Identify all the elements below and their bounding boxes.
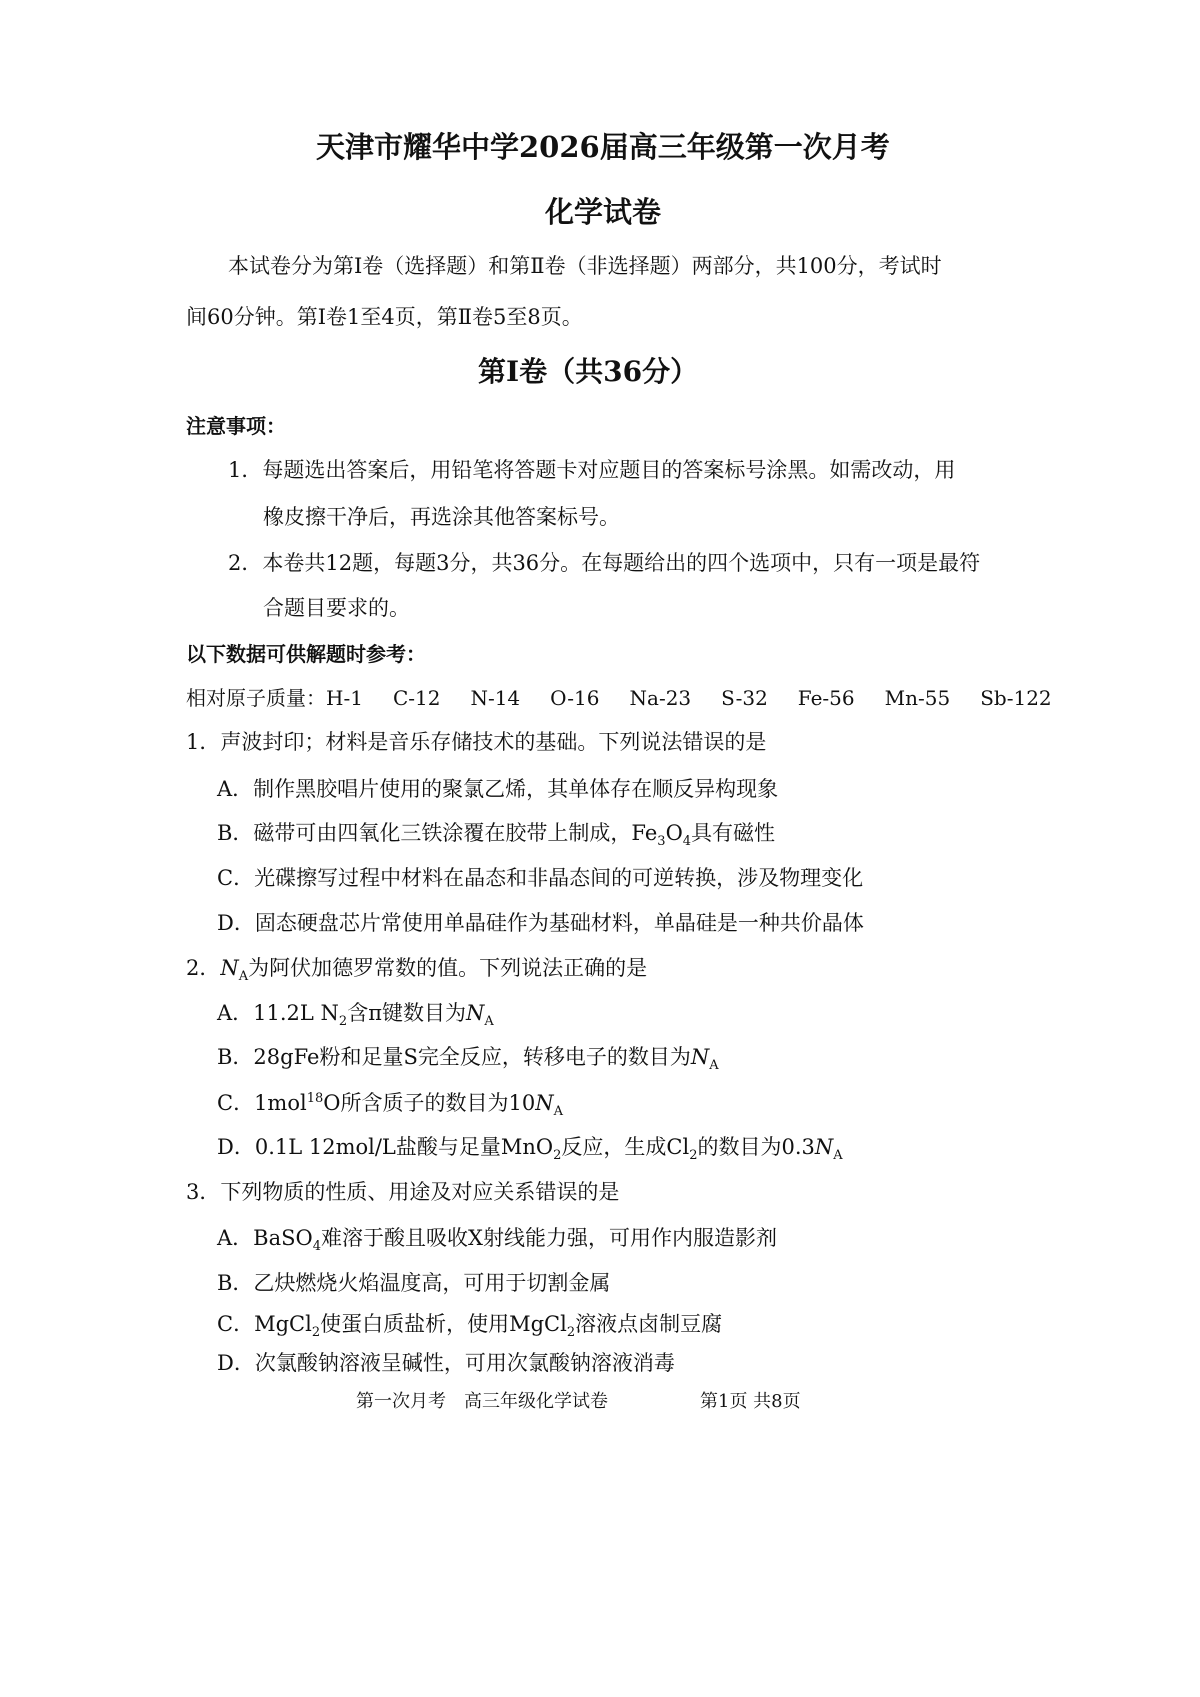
question-3-option-c xyxy=(217,1314,722,1339)
question-1-option-d: D．固态硬盘芯片常使用单晶硅作为基础材料，单晶硅是一种共价晶体 xyxy=(217,911,864,935)
atomic-label: 相对原子质量： xyxy=(186,686,326,710)
q2-d-sub-2: 2 xyxy=(689,1148,698,1164)
q3-a-post: 难溶于酸且吸收X射线能力强，可用作内服造影剂 xyxy=(321,1226,777,1250)
section-1-title: 第Ⅰ卷（共36分） xyxy=(478,355,699,388)
question-2-option-b xyxy=(217,1047,719,1072)
notes-heading: 注意事项： xyxy=(186,414,286,438)
atomic-mass-mn: Mn-55 xyxy=(884,686,951,710)
q2-a-na-sub: A xyxy=(484,1014,494,1030)
note-2-line-1: 2．本卷共12题，每题3分，共36分。在每题给出的四个选项中，只有一项是最符 xyxy=(228,551,981,575)
q3-a-pre: A．BaSO xyxy=(217,1226,313,1250)
atomic-mass-fe: Fe-56 xyxy=(797,686,855,710)
q2-c-mid: O所含质子的数目为10 xyxy=(323,1091,536,1115)
q2-stem-na-sub: A xyxy=(238,969,249,985)
note-1-line-2: 橡皮擦干净后，再选涂其他答案标号。 xyxy=(263,505,620,529)
q2-stem-post: 为阿伏加德罗常数的值。下列说法正确的是 xyxy=(248,956,648,980)
q1-b-mid: O xyxy=(665,821,683,845)
q2-a-mid: 含π键数目为 xyxy=(347,1001,467,1025)
q3-c-mid: 使蛋白质盐析，使用MgCl xyxy=(320,1312,567,1336)
exam-title: 天津市耀华中学2026届高三年级第一次月考 xyxy=(316,130,890,164)
reference-heading: 以下数据可供解题时参考： xyxy=(186,642,426,666)
q2-a-pre: A．11.2L N xyxy=(217,1001,339,1025)
exam-subject: 化学试卷 xyxy=(545,195,662,229)
question-1-option-c: C．光碟擦写过程中材料在晶态和非晶态间的可逆转换，涉及物理变化 xyxy=(217,866,864,890)
question-3-option-a xyxy=(217,1228,777,1253)
q2-a-na: N xyxy=(466,1001,485,1025)
q2-d-sub-1: 2 xyxy=(553,1148,562,1164)
intro-line-1: 本试卷分为第Ⅰ卷（选择题）和第Ⅱ卷（非选择题）两部分，共100分，考试时 xyxy=(228,254,942,278)
question-1-stem: 1．声波封印；材料是音乐存储技术的基础。下列说法错误的是 xyxy=(186,730,767,754)
question-2-option-a xyxy=(217,1003,494,1028)
q2-b-pre: B．28gFe粉和足量S完全反应，转移电子的数目为 xyxy=(217,1045,691,1069)
q3-c-post: 溶液点卤制豆腐 xyxy=(575,1312,723,1336)
atomic-mass-c: C-12 xyxy=(392,686,441,710)
q2-b-na: N xyxy=(690,1045,710,1069)
q1-b-post: 具有磁性 xyxy=(691,821,776,845)
question-1-option-a: A．制作黑胶唱片使用的聚氯乙烯，其单体存在顺反异构现象 xyxy=(217,777,779,801)
q2-b-na-sub: A xyxy=(709,1058,719,1074)
question-3-option-b: B．乙炔燃烧火焰温度高，可用于切割金属 xyxy=(217,1271,611,1295)
q2-c-pre: C．1mol xyxy=(217,1091,307,1115)
q2-stem-pre: 2． xyxy=(186,956,221,980)
q3-c-pre: C．MgCl xyxy=(217,1312,312,1336)
q2-a-sub: 2 xyxy=(338,1014,348,1030)
q2-d-post: 的数目为0.3 xyxy=(697,1135,815,1159)
note-1-line-1: 1．每题选出答案后，用铅笔将答题卡对应题目的答案标号涂黑。如需改动，用 xyxy=(228,458,956,482)
question-2-option-d xyxy=(217,1137,843,1162)
note-2-line-2: 合题目要求的。 xyxy=(263,596,410,620)
atomic-masses-row xyxy=(186,688,1052,708)
atomic-mass-h: H-1 xyxy=(326,686,363,710)
atomic-mass-s: S-32 xyxy=(721,686,768,710)
q2-c-na: N xyxy=(535,1091,554,1115)
q2-d-na-sub: A xyxy=(833,1148,843,1164)
q3-a-sub: 4 xyxy=(312,1239,322,1255)
atomic-mass-na: Na-23 xyxy=(629,686,692,710)
q2-c-na-sub: A xyxy=(553,1104,563,1120)
question-3-stem: 3．下列物质的性质、用途及对应关系错误的是 xyxy=(186,1180,620,1204)
question-2-stem xyxy=(186,958,647,983)
footer-page-number: 第1页 共8页 xyxy=(700,1391,801,1412)
q1-b-sub-1: 3 xyxy=(657,834,666,850)
q2-d-na: N xyxy=(814,1135,834,1159)
q2-stem-na: N xyxy=(220,956,239,980)
q2-c-sup: 18 xyxy=(306,1091,324,1106)
q2-d-pre: D．0.1L 12mol/L盐酸与足量MnO xyxy=(217,1135,554,1159)
intro-line-2: 间60分钟。第Ⅰ卷1至4页，第Ⅱ卷5至8页。 xyxy=(186,305,583,329)
q1-b-pre: B．磁带可由四氧化三铁涂覆在胶带上制成，Fe xyxy=(217,821,658,845)
q3-c-sub-2: 2 xyxy=(566,1325,576,1341)
atomic-mass-o: O-16 xyxy=(550,686,600,710)
question-2-option-c xyxy=(217,1092,563,1118)
question-3-option-d: D．次氯酸钠溶液呈碱性，可用次氯酸钠溶液消毒 xyxy=(217,1351,675,1375)
q3-c-sub-1: 2 xyxy=(311,1325,321,1341)
question-1-option-b xyxy=(217,823,775,848)
q2-d-mid: 反应，生成Cl xyxy=(561,1135,690,1159)
atomic-mass-sb: Sb-122 xyxy=(980,686,1052,710)
atomic-mass-n: N-14 xyxy=(470,686,521,710)
footer-exam-name: 第一次月考 高三年级化学试卷 xyxy=(356,1391,608,1412)
q1-b-sub-2: 4 xyxy=(682,834,692,850)
